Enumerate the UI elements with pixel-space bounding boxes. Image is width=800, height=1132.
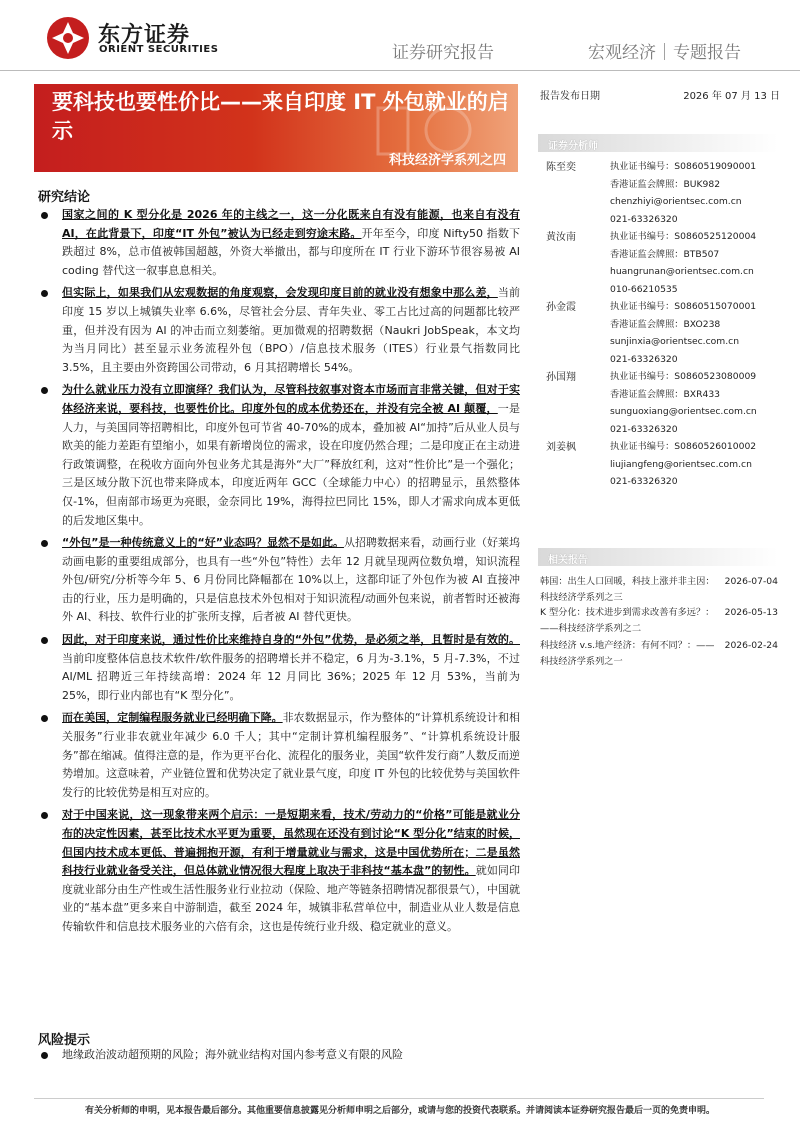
conclusion-highlight: 但实际上，如果我们从宏观数据的角度观察，会发现印度目前的就业没有想象中那么差， <box>62 286 498 300</box>
page-header <box>0 0 800 72</box>
analyst-hk: 香港证监会牌照：BUK982 <box>610 178 721 190</box>
research-heading: 研究结论 <box>38 190 91 205</box>
publish-date-value: 2026 年 07 月 13 日 <box>683 91 780 102</box>
analyst-cert: 执业证书编号：S0860519090001 <box>610 161 757 172</box>
analyst-name: 刘姜枫 <box>546 442 576 453</box>
conclusion-highlight: 因此，对于印度来说，通过性价比来维持自身的“外包”优势，是必须之举，且暂时是有效的。 <box>62 633 520 647</box>
analyst-phone: 021-63326320 <box>610 213 678 225</box>
conclusion-highlight: 为什么就业压力没有立即演绎？我们认为，尽管科技叙事对资本市场而言非常关键，但对于实体经济来说，要科技，也要性价比。印度外包的成本优势还在，并没有完全被 AI 颠覆， <box>62 383 520 415</box>
analyst-hk: 香港证监会牌照：BXO238 <box>610 318 721 330</box>
conclusion-paragraph <box>38 206 520 280</box>
analyst-cert: 执业证书编号：S0860515070001 <box>610 301 757 312</box>
bullet-icon <box>41 637 48 644</box>
footer-disclaimer: 有关分析师的申明，见本报告最后部分。其他重要信息披露见分析师申明之后部分，或请与您的投资代表联系。并请阅读本证券研究报告最后一页的免责申明。 <box>84 1106 715 1116</box>
bullet-icon <box>41 715 48 722</box>
conclusion-highlight: “外包”是一种传统意义上的“好”业态吗？显然不是如此。 <box>62 536 344 550</box>
brand-name-en: ORIENT SECURITIES <box>99 44 219 55</box>
related-report-item[interactable] <box>540 638 780 670</box>
report-type: 证券研究报告 <box>392 43 494 63</box>
analyst-section-title: 证券分析师 <box>548 141 598 152</box>
related-report-title: 韩国：出生人口回暖，科技上涨并非主因：科技经济学系列之三 <box>540 576 715 603</box>
risk-body <box>38 1046 520 1064</box>
bullet-icon <box>41 812 48 819</box>
report-title: 要科技也要性价比——来自印度 IT 外包就业的启示 <box>52 90 509 143</box>
conclusion-highlight: 对于中国来说，这一现象带来两个启示：一是短期来看，技术/劳动力的“价格”可能是就业分布的决定性因素，甚至比技术水平更为重要，虽然现在还没有到讨论“K 型分化”结束的时候，但国内技术成本更低、普遍拥抱开源，有利于增量就业与需求，这是中国优势所在；二是虽然科技行业就业备受关注，但总体就业情况很大程度上取决于非科技“基本盘”的韧性。 <box>62 808 520 878</box>
bullet-icon <box>41 1052 48 1059</box>
publish-date-label: 报告发布日期 <box>540 91 600 102</box>
bullet-icon <box>41 212 48 219</box>
conclusion-paragraph <box>38 709 520 802</box>
publish-date-row <box>540 87 780 102</box>
analyst-email[interactable]: sunjinxia@orientsec.com.cn <box>610 336 740 347</box>
conclusion-text: 当前印度整体信息技术软件/软件服务的招聘增长并不稳定，6 月为-3.1%，5 月-7.3%，不过 AI/ML 招聘近三年持续高增：2024 年 12 月同比 36%；2025 年 12 月 53%，当前为 25%，即行业内部也有“K 型分化”。 <box>62 651 520 702</box>
analyst-phone: 021-63326320 <box>610 423 678 435</box>
conclusion-highlight: 国家之间的 K 型分化是 2026 年的主线之一，这一分化既来自有没有能源，也来自有没有 AI，在此背景下，印度“IT 外包”被认为已经走到穷途末路。 <box>62 208 520 240</box>
brand-name-cn: 东方证券 <box>98 23 191 48</box>
analyst-hk: 香港证监会牌照：BXR433 <box>610 388 721 400</box>
conclusion-highlight: 而在美国，定制编程服务就业已经明确下降。 <box>62 711 283 725</box>
analyst-section-bar <box>538 134 778 152</box>
header-divider <box>0 70 800 71</box>
related-section-title: 相关报告 <box>548 555 588 566</box>
conclusion-text: 开年至今，印度 Nifty50 指数下跌超过 8%，总市值被韩国超越，外资大举撤出，都与印度所在 IT 行业下游环节很容易被 AI coding 替代这一叙事息息相关。 <box>62 226 520 277</box>
footer-divider <box>34 1098 764 1099</box>
related-report-title: 科技经济 v.s.地产经济：有何不同？：——科技经济学系列之一 <box>540 640 715 667</box>
analyst-name: 黄汝南 <box>546 232 576 243</box>
conclusion-paragraph <box>38 381 520 530</box>
analyst-cert: 执业证书编号：S0860526010002 <box>610 441 757 452</box>
analyst-name: 孙国翔 <box>546 372 576 383</box>
research-body <box>38 206 520 941</box>
conclusion-text: 当前印度 15 岁以上城镇失业率 6.6%，尽管社会分层、青年失业、零工占比过高的问题都比较严重，但并没有因为 AI 的冲击而立刻萎缩。更加微观的招聘数据（Naukri JobSpeak，本文均为当月同比）甚至显示业务流程外包（BPO）/信息技术服务（ITES）行业景气指数同比 3.5%，且主要由外资跨国公司带动，6 月其招聘增长 54%。 <box>62 286 521 374</box>
related-report-title: K 型分化：技术进步到需求改善有多远？：——科技经济学系列之二 <box>540 607 715 634</box>
related-report-date: 2026-05-13 <box>724 607 778 618</box>
analyst-phone: 021-63326320 <box>610 353 678 365</box>
analyst-phone: 010-66210535 <box>610 283 678 295</box>
conclusion-paragraph <box>38 631 520 705</box>
analyst-email[interactable]: chenzhiyi@orientsec.com.cn <box>610 196 742 207</box>
title-banner <box>34 84 518 172</box>
analyst-name: 陈至奕 <box>546 162 576 173</box>
conclusion-text: 就如同印度就业部分由生产性或生活性服务业行业拉动（保险、地产等链条招聘情况都很景气），中国就业的“基本盘”更多来自中游制造，截至 2024 年，城镇非私营单位中，制造业从业人数是信息传输软件和信息技术服务业的六倍有余，这也是传统行业升级、稳定就业的意义。 <box>62 864 520 933</box>
conclusion-paragraph <box>38 806 520 936</box>
bullet-icon <box>41 540 48 547</box>
analyst-name: 孙金霞 <box>546 302 576 313</box>
report-category: 宏观经济｜专题报告 <box>588 43 741 63</box>
conclusion-text: 一是人力，与美国同等招聘相比，印度外包可节省 40-70%的成本，叠加被 AI“加持”后从业人员与欧美的能力差距有望缩小，如果有新增岗位的需求，设在印度仍然合理；二是印度正在主动进行政策调整，在税收方面向外包业务尤其是海外“大厂”释放红利，这对“性价比”是一个强化；三是区域分散下沉也带来降成本，印度近两年 GCC（全球能力中心）的招聘显示，虽然整体仅-1%，但南部市场更为亮眼，金奈同比 19%，海得拉巴同比 15%，即人才需求向成本更低的后发地区集中。 <box>62 401 520 527</box>
conclusion-paragraph <box>38 534 520 627</box>
orient-securities-logo-icon <box>46 16 90 60</box>
analyst-hk: 香港证监会牌照：BTB507 <box>610 248 720 260</box>
bullet-icon <box>41 290 48 297</box>
related-report-date: 2026-02-24 <box>724 640 778 651</box>
analyst-cert: 执业证书编号：S0860523080009 <box>610 371 757 382</box>
risk-item <box>38 1046 520 1064</box>
conclusion-paragraph <box>38 284 520 377</box>
risk-heading: 风险提示 <box>38 1033 91 1048</box>
conclusion-text: 非农数据显示，作为整体的“计算机系统设计和相关服务”行业非农就业年减少 6.0 千人；其中“定制计算机编程服务”、“计算机系统设计服务”都在缩减。值得注意的是，作为更平台化、流程化的服务业，美国“软件发行商”人数反而逆势增加。这意味着，产业链位置和优势决定了就业景气度，印度 IT 外包的比较优势与美国软件发行的比较优势是相互对应的。 <box>62 711 521 799</box>
related-report-date: 2026-07-04 <box>724 576 778 587</box>
analyst-phone: 021-63326320 <box>610 476 678 487</box>
risk-text: 地缘政治波动超预期的风险；海外就业结构对国内参考意义有限的风险 <box>62 1048 403 1061</box>
conclusion-text: 从招聘数据来看，动画行业（好莱坞动画电影的重要组成部分，也具有一些“外包”特性）去年 12 月就呈现两位数负增，知识流程外包/研究/分析等今年 5、6 月份同比降幅都在 10%以上，这都印证了外包作为被 AI 直接冲击的行业，压力是明确的，只是信息技术外包相对于知识流程/动画外包来说，前者暂时还被海外 AI、科技、软件行业的扩张所支撑，后者被 AI 替代更快。 <box>62 536 520 624</box>
series-subtitle: 科技经济学系列之四 <box>388 153 506 168</box>
analyst-email[interactable]: sunguoxiang@orientsec.com.cn <box>610 406 757 417</box>
related-report-item[interactable] <box>540 605 780 637</box>
related-report-item[interactable] <box>540 574 780 606</box>
related-section-bar <box>538 548 778 566</box>
analyst-cert: 执业证书编号：S0860525120004 <box>610 231 757 242</box>
analyst-email[interactable]: liujiangfeng@orientsec.com.cn <box>610 458 752 470</box>
analyst-email[interactable]: huangrunan@orientsec.com.cn <box>610 266 754 277</box>
bullet-icon <box>41 387 48 394</box>
